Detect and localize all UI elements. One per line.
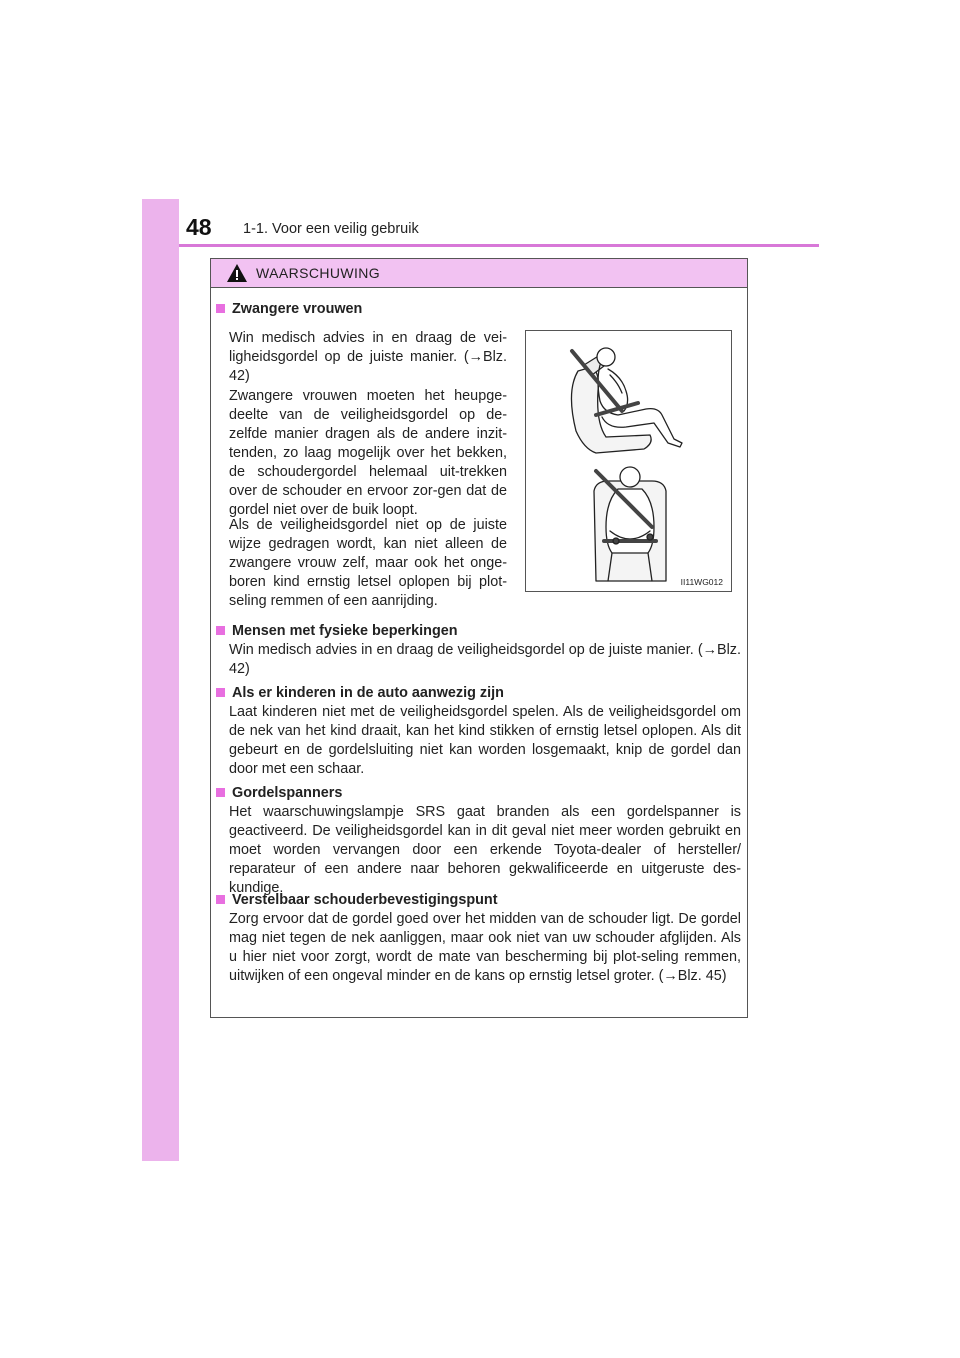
paragraph: Zwangere vrouwen moeten het heupge-deelte van de veiligheidsgordel op de-zelfde manier dragen als de andere inzit-tenden, zo laag mogelijk over het bekken, de schoudergordel helemaal uit-trekken over de schouder en ervoor zor-gen dat de gordel niet over de buik loopt. (229, 388, 507, 518)
section-heading: Mensen met fysieke beperkingen (216, 622, 458, 641)
header-rule (179, 244, 819, 247)
paragraph: Laat kinderen niet met de veiligheidsgordel spelen. Als de veiligheidsgordel om de nek van het kind draait, kan het kind stikken of ernstig letsel oplopen. Als dit gebeurt en de gordelsluiting niet kan worden losgemaakt, knip de gordel dan door met een schaar. (229, 704, 741, 777)
bullet-square-icon (216, 895, 225, 904)
page-number: 48 (186, 214, 212, 240)
warning-box (210, 258, 748, 1018)
bullet-square-icon (216, 788, 225, 797)
paragraph: Win medisch advies in en draag de vei-ligheidsgordel op de juiste manier. (→Blz. 42) (229, 330, 507, 384)
section-title: 1-1. Voor een veilig gebruik (243, 221, 419, 237)
section-heading: Zwangere vrouwen (216, 300, 362, 319)
paragraph: Zorg ervoor dat de gordel goed over het midden van de schouder ligt. De gordel mag niet tegen de nek aanliggen, maar ook niet van uw schouder afglijden. Als u hier niet voor zorgt, wordt de mate van bescherming bij plot-seling remmen, uitwijken of een ongeval minder en de kans op ernstig letsel groter. (→Blz. 45) (229, 911, 741, 984)
section-heading: Als er kinderen in de auto aanwezig zijn (216, 684, 504, 703)
pregnant-seatbelt-illustration (525, 330, 732, 592)
section-heading: Gordelspanners (216, 784, 342, 803)
warning-triangle-icon (226, 263, 248, 283)
bullet-square-icon (216, 626, 225, 635)
paragraph: Als de veiligheidsgordel niet op de juiste wijze gedragen wordt, kan niet alleen de zwangere vrouw zelf, maar ook het onge-boren kind ernstig letsel oplopen bij plot-seling remmen of een aanrijding. (229, 517, 507, 609)
warning-header (211, 259, 747, 288)
paragraph: Het waarschuwingslampje SRS gaat branden als een gordelspanner is geactiveerd. De veiligheidsgordel kan in dit geval niet meer worden gebruikt en moet worden vervangen door een erkende Toyota-dealer of hersteller/ reparateur of een andere naar behoren gekwalificeerde en uitgeruste des-kundige. (229, 804, 741, 896)
paragraph: Win medisch advies in en draag de veiligheidsgordel op de juiste manier. (→Blz. 42) (229, 642, 741, 677)
bullet-square-icon (216, 304, 225, 313)
side-band (142, 199, 179, 1161)
warning-title: WAARSCHUWING (256, 265, 381, 281)
figure-code: II11WG012 (680, 577, 723, 587)
bullet-square-icon (216, 688, 225, 697)
section-heading: Verstelbaar schouderbevestigingspunt (216, 891, 498, 910)
illustration-svg (526, 331, 731, 591)
